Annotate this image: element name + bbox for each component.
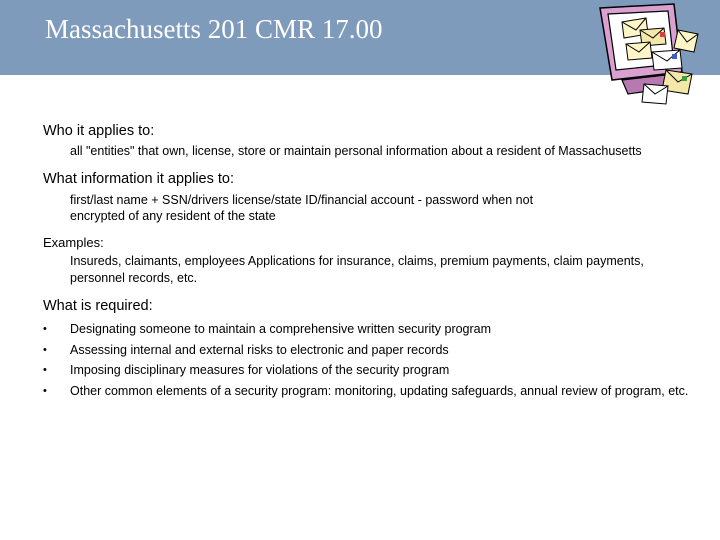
bullet-icon: •	[43, 323, 47, 335]
list-item: • Other common elements of a security program: monitoring, updating safeguards, annual review of program, etc.	[43, 383, 689, 398]
information-text: first/last name + SSN/drivers license/state ID/financial account - password when not encrypted of any resident of the state	[70, 193, 534, 223]
examples-heading: Examples:	[43, 235, 104, 250]
bullet-icon: •	[43, 343, 47, 356]
slide-title: Massachusetts 201 CMR 17.00	[45, 14, 383, 44]
list-item: • Assessing internal and external risks to electronic and paper records	[43, 342, 449, 357]
bullet-icon: •	[43, 384, 47, 397]
required-heading: What is required:	[43, 298, 153, 314]
applies-to-heading: Who it applies to:	[43, 123, 155, 139]
applies-to-text: all "entities" that own, license, store or maintain personal information about a resident of Massachusetts	[70, 144, 642, 158]
list-item: • Imposing disciplinary measures for violations of the security program	[43, 363, 450, 377]
slide-content	[43, 122, 693, 403]
list-item: • Designating someone to maintain a comprehensive written security program	[43, 322, 492, 336]
examples-text: Insureds, claimants, employees Applications for insurance, claims, premium payments, claim payments, personnel records, etc.	[70, 254, 644, 285]
required-list	[43, 321, 693, 399]
information-heading: What information it applies to:	[43, 171, 235, 187]
computer-with-mail-icon	[582, 0, 702, 112]
bullet-icon: •	[43, 364, 47, 376]
